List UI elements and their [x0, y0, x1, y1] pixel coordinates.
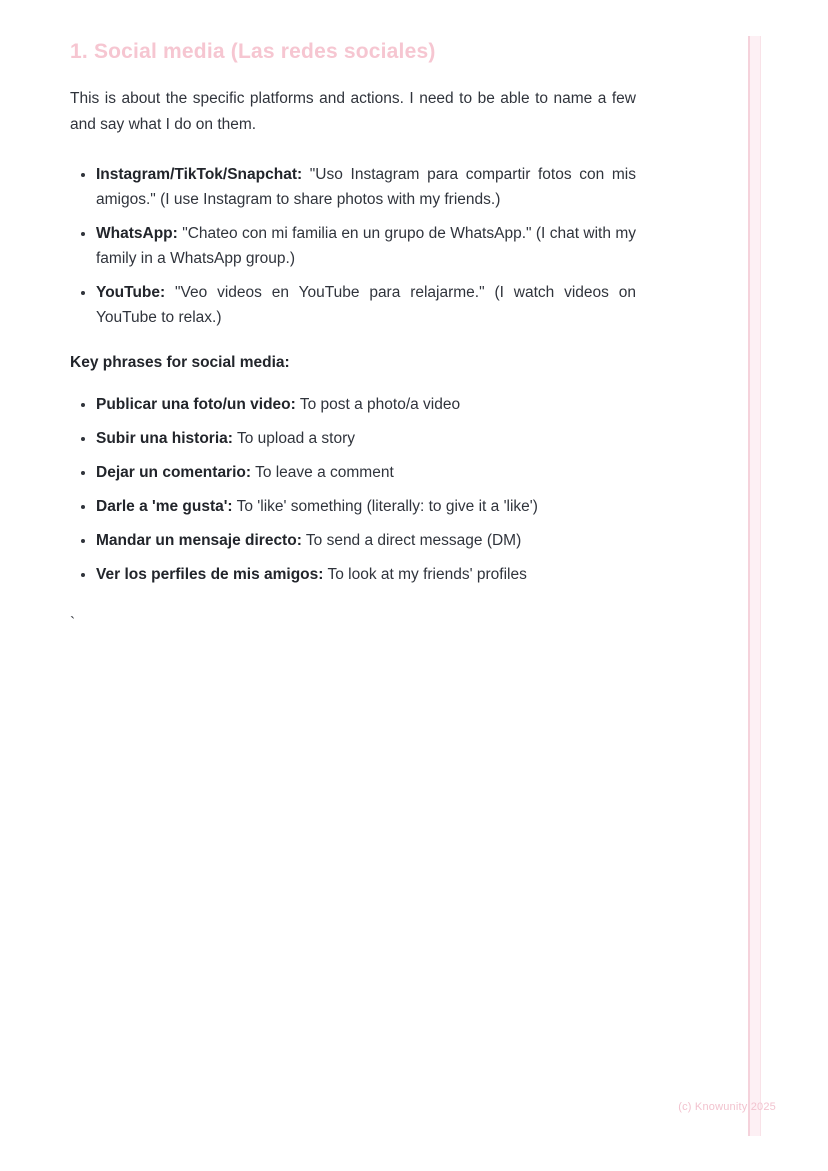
stray-character: ` [70, 615, 76, 632]
platforms-list [70, 162, 636, 330]
term-label: Publicar una foto/un video: [96, 396, 296, 413]
term-text: "Chateo con mi familia en un grupo de WhatsApp." (I chat with my family in a WhatsApp group.) [96, 225, 637, 267]
list-item-ver [96, 562, 636, 587]
list-item-darle [96, 494, 636, 519]
page-edge-decoration [748, 36, 761, 1136]
term-text: To upload a story [236, 430, 356, 447]
term-text: To post a photo/a video [299, 396, 461, 413]
term-label: Subir una historia: [96, 430, 233, 447]
term-label: YouTube: [96, 284, 166, 301]
list-item-subir [96, 426, 636, 451]
term-label: Dejar un comentario: [96, 464, 252, 481]
key-phrases-heading: Key phrases for social media: [70, 354, 290, 371]
list-item-mandar [96, 528, 636, 553]
list-item-dejar [96, 460, 636, 485]
copyright-footer: (c) Knowunity 2025 [678, 1101, 776, 1113]
term-text: "Uso Instagram para compartir fotos con mis amigos." (I use Instagram to share photos with my friends.) [96, 166, 636, 208]
list-item-youtube [96, 280, 636, 330]
term-label: Instagram/TikTok/Snapchat: [96, 166, 303, 183]
term-text: To leave a comment [255, 464, 394, 481]
list-item-whatsapp [96, 221, 636, 271]
term-text: To look at my friends' profiles [327, 566, 527, 583]
list-item-instagram [96, 162, 636, 212]
term-label: WhatsApp: [96, 225, 178, 242]
section-heading: 1. Social media (Las redes sociales) [70, 40, 436, 63]
term-label: Darle a 'me gusta': [96, 498, 233, 515]
term-text: "Veo videos en YouTube para relajarme." (I watch videos on YouTube to relax.) [96, 284, 636, 326]
key-phrases-list [70, 392, 636, 587]
term-label: Mandar un mensaje directo: [96, 532, 302, 549]
intro-paragraph: This is about the specific platforms and actions. I need to be able to name a few and say what I do on them. [70, 90, 636, 133]
term-label: Ver los perfiles de mis amigos: [96, 566, 324, 583]
document-content [70, 40, 636, 636]
term-text: To send a direct message (DM) [305, 532, 522, 549]
term-text: To 'like' something (literally: to give it a 'like') [236, 498, 538, 515]
list-item-publicar [96, 392, 636, 417]
